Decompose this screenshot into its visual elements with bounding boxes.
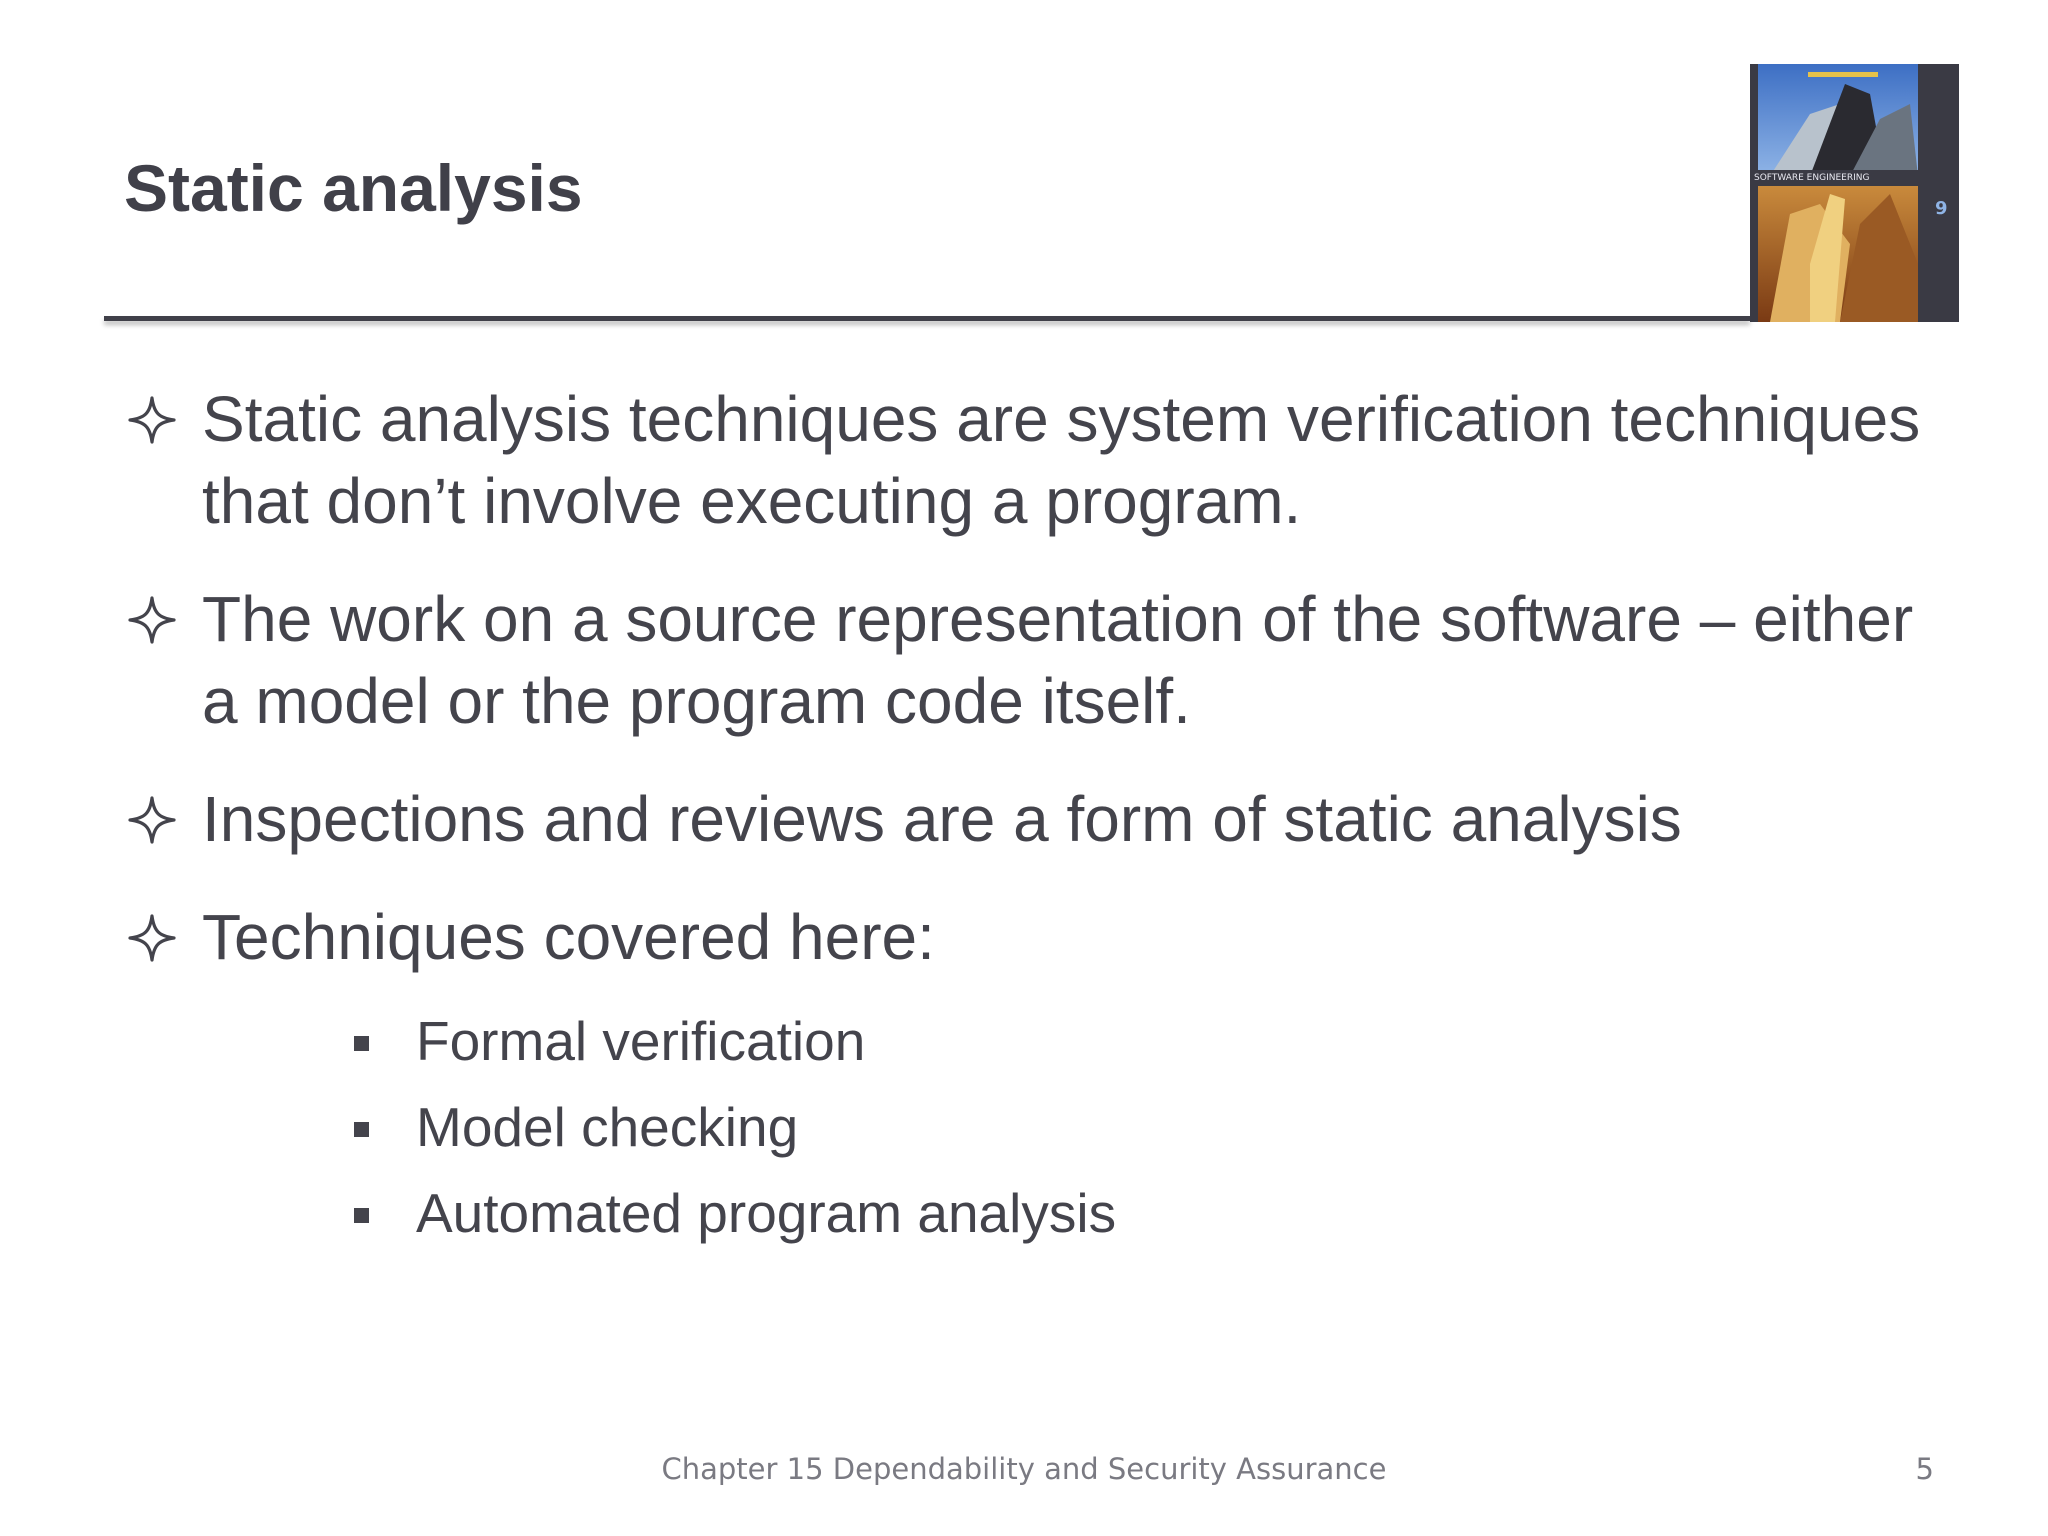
bullet-item (124, 578, 1924, 742)
sub-bullet-text: Automated program analysis (416, 1182, 1117, 1244)
four-point-star-outline-icon (128, 578, 184, 660)
four-point-star-outline-icon (128, 378, 184, 460)
book-cover-image (1750, 64, 1959, 322)
square-bullet-icon (354, 1122, 369, 1137)
bullet-text: Techniques covered here: (202, 901, 935, 973)
title-divider (104, 316, 1750, 321)
bullet-text: The work on a source representation of the software – either a model or the program code itself. (202, 583, 1914, 737)
square-bullet-icon (354, 1036, 369, 1051)
sub-bullet-list (124, 998, 1924, 1256)
four-point-star-outline-icon (128, 778, 184, 860)
sub-bullet-text: Model checking (416, 1096, 799, 1158)
bullet-item (124, 778, 1924, 860)
page-number: 5 (1915, 1452, 1934, 1486)
bullet-item (124, 896, 1924, 978)
slide-footer: Chapter 15 Dependability and Security Assurance (661, 1452, 1387, 1486)
sub-bullet-item (292, 998, 1924, 1084)
bullet-text: Inspections and reviews are a form of static analysis (202, 783, 1682, 855)
bullet-item (124, 378, 1924, 542)
sub-bullet-item (292, 1170, 1924, 1256)
cover-edition-text: 9 (1935, 198, 1948, 219)
slide-title: Static analysis (124, 151, 583, 225)
sub-bullet-text: Formal verification (416, 1010, 866, 1072)
sub-bullet-item (292, 1084, 1924, 1170)
cover-title-text: SOFTWARE ENGINEERING (1754, 173, 1870, 183)
square-bullet-icon (354, 1208, 369, 1223)
four-point-star-outline-icon (128, 896, 184, 978)
bullet-text: Static analysis techniques are system verification techniques that don’t involve executing a program. (202, 383, 1921, 537)
bullet-list (124, 378, 1924, 1256)
